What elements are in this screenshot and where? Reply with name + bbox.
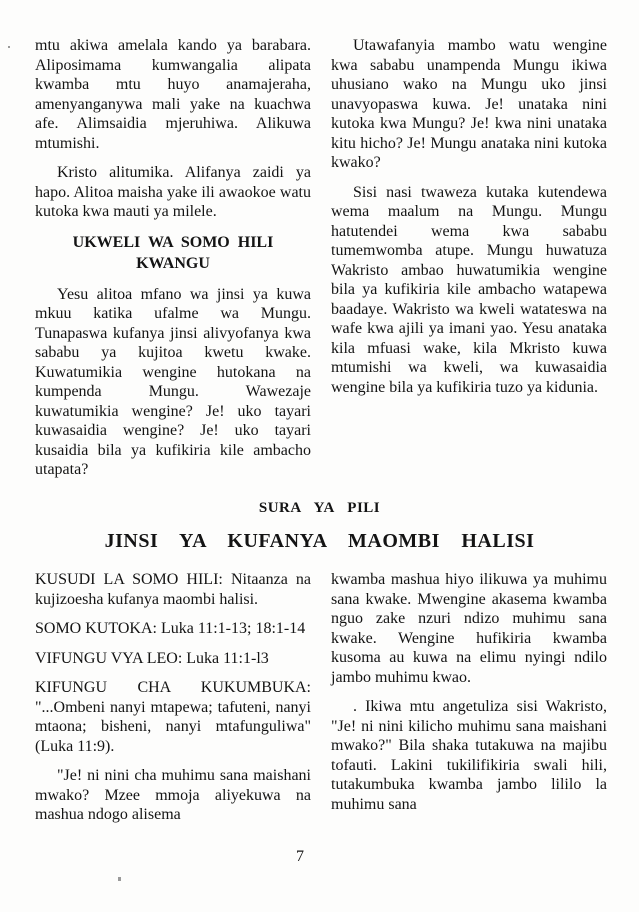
body-paragraph: Kristo alitumika. Alifanya zaidi ya hapo. Alitoa maisha yake ili awaokoe watu kutoka kwa mauti ya milele. <box>35 164 311 220</box>
scan-speck <box>8 46 10 48</box>
top-right-column <box>331 36 607 490</box>
body-paragraph: kwamba mashua hiyo ilikuwa ya muhimu sana kwake. Mwengine akasema kwamba nguo zake nzuri ndizo muhimu sana kwake. Wengine hufikiria kwamba kusoma au kuwa na elimu nyingi ndilo jambo muhimu kwao. <box>331 571 607 686</box>
body-paragraph: Utawafanyia mambo watu wengine kwa sababu unampenda Mungu ikiwa uhusiano wako na Mungu uko jinsi unavyopaswa kuwa. Je! unataka nini kutoka kwa Mungu? Je! kwa nini unataka kitu hicho? Je! Mungu anataka nini kutoka kwako? <box>331 37 607 171</box>
section-heading: UKWELI WA SOMO HILI KWANGU <box>72 233 274 272</box>
scan-speck <box>118 877 121 881</box>
body-paragraph: "Je! ni nini cha muhimu sana maishani mwako? Mzee mmoja aliyekuwa na mashua ndogo alisema <box>35 767 311 823</box>
page-number: 7 <box>296 848 304 865</box>
top-section <box>35 36 607 490</box>
bottom-section <box>35 570 607 835</box>
lesson-reading: SOMO KUTOKA: Luka 11:1-13; 18:1-14 <box>35 620 306 637</box>
body-paragraph: Yesu alitoa mfano wa jinsi ya kuwa mkuu katika ufalme wa Mungu. Tunapaswa kufanya jinsi alivyofanya kwa sababu ya kujitoa kwetu kwake. Kuwatumikia wengine hutokana na kumpenda Mungu. Wawezaje kuwatumikia wengine? Je! uko tayari kuwasaidia wengine? Je! uko tayari kusaidia bila ya kufikiria kile ambacho utapata? <box>35 285 311 478</box>
lesson-passages: VIFUNGU VYA LEO: Luka 11:1-l3 <box>35 649 269 667</box>
chapter-title: JINSI YA KUFANYA MAOMBI HALISI <box>104 530 535 552</box>
body-paragraph: mtu akiwa amelala kando ya barabara. Aliposimama kumwangalia alipata kwamba mtu huyo anamajeraha, amenyanganywa mali yake na kuachwa afe. Alimsaidia mjeruhiwa. Alikuwa mtumishi. <box>35 37 311 152</box>
bottom-left-column <box>35 570 311 835</box>
lesson-purpose: KUSUDI LA SOMO HILI: Nitaanza na kujizoesha kufanya maombi halisi. <box>35 571 311 608</box>
bottom-right-column <box>331 570 607 835</box>
top-left-column <box>35 36 311 490</box>
chapter-heading-block <box>0 500 639 553</box>
body-paragraph: . Ikiwa mtu angetuliza sisi Wakristo, "Je! ni nini kilicho muhimu sana maishani mwako?" Bila shaka tutakuwa na majibu tofauti. Lakini tukilifikiria swali hili, tutakumbuka kwamba jambo lililo la muhimu sana <box>331 698 607 813</box>
chapter-label: SURA YA PILI <box>258 500 381 516</box>
body-paragraph: Sisi nasi twaweza kutaka kutendewa wema maalum na Mungu. Mungu hatutendei wema kwa sababu tumemwomba atupe. Mungu huwatuza Wakristo ambao huwatumikia wengine bila ya kufikiria kile ambacho watapewa baadaye. Wakristo wa kweli watateswa na wafe kwa ajili ya imani yao. Yesu anataka kila mfuasi wake, kila Mkristo kuwa mtumishi wa kweli, wa kuwasaidia wengine bila ya kufikiria tuzo ya kidunia. <box>331 183 607 396</box>
memory-verse: KIFUNGU CHA KUKUMBUKA: "...Ombeni nanyi mtapewa; tafuteni, nanyi mtaona; bisheni, nanyi mtafunguliwa" (Luka 11:9). <box>35 679 311 755</box>
